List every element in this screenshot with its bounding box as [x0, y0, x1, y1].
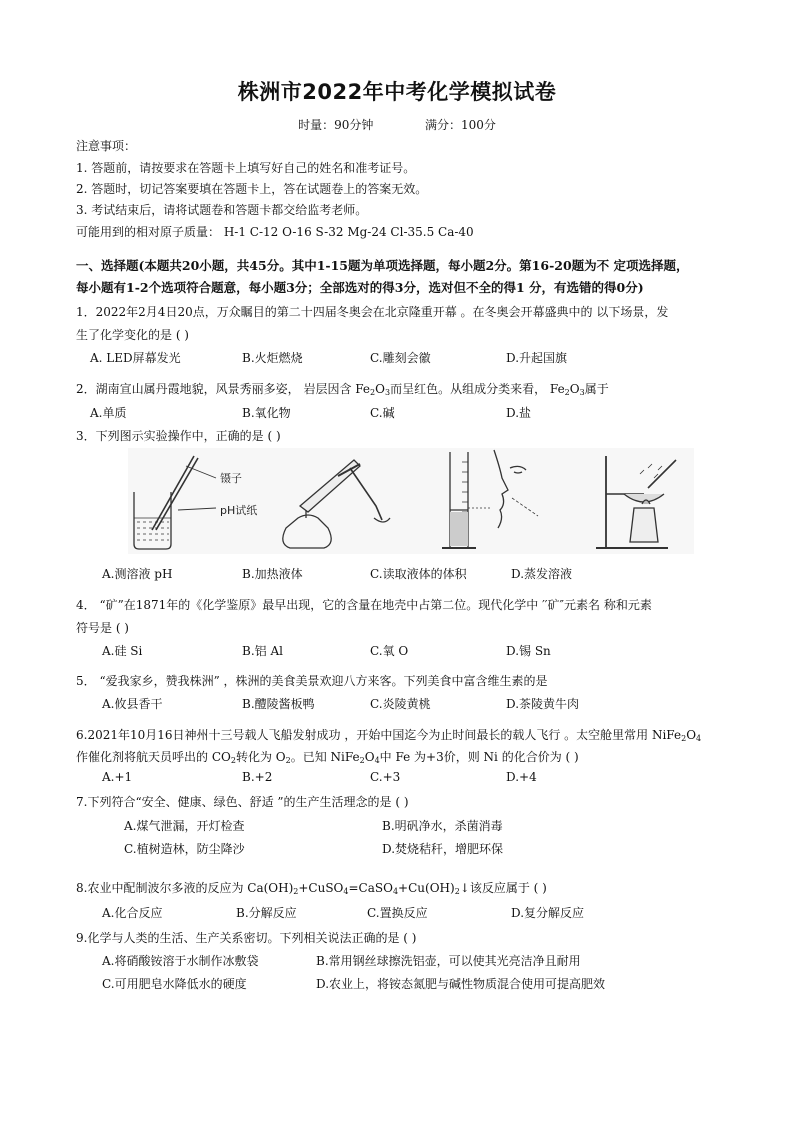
option-b: B.醴陵酱板鸭 [242, 697, 315, 711]
ph-paper-label: pH试纸 [220, 504, 258, 517]
option-c: C.炎陵黄桃 [370, 697, 431, 711]
question-3: 3．下列图示实验操作中，正确的是 ( ) [76, 429, 281, 443]
option-c: C.雕刻会徽 [370, 351, 431, 365]
option-d: D.盐 [506, 406, 532, 420]
exam-title: 株洲市2022年中考化学模拟试卷 [237, 80, 557, 104]
lab-figure-svg [128, 448, 694, 554]
tweezers-label: 镊子 [220, 472, 242, 485]
option-d: D.+4 [506, 770, 537, 784]
exam-info [0, 116, 794, 133]
heating-tube-illustration [283, 460, 390, 548]
option-a: A.将硝酸铵溶于水制作冰敷袋 [102, 954, 259, 968]
option-b: B.铝 Al [242, 644, 283, 658]
face-smelling-illustration [494, 450, 538, 528]
question-2: 2．湖南宣山属丹霞地貌，风景秀丽多姿， 岩层因含 $Fe_2O_3$而呈红色。从组成分类来看， $Fe_2O_3$属于 [76, 382, 609, 397]
question-9: 9.化学与人类的生活、生产关系密切。下列相关说法正确的是 ( ) [76, 931, 417, 945]
option-a: A.攸县香干 [102, 697, 163, 711]
option-c: C.读取液体的体积 [370, 567, 467, 581]
option-c: C.碱 [370, 406, 395, 420]
option-d: D.复分解反应 [511, 906, 585, 920]
question-7: 7.下列符合“安全、健康、绿色、舒适 ”的生产生活理念的是 ( ) [76, 795, 409, 809]
option-a: A.硅 Si [102, 644, 143, 658]
measuring-cylinder-illustration [442, 452, 490, 548]
option-c: C.氧 O [370, 644, 409, 658]
evaporation-setup-illustration [596, 456, 676, 548]
note-item: 2. 答题时，切记答案要填在答题卡上，答在试题卷上的答案无效。 [76, 182, 428, 196]
option-b: B.明矾净水，杀菌消毒 [382, 819, 503, 833]
option-d: D.农业上，将铵态氮肥与碱性物质混合使用可提高肥效 [316, 977, 606, 991]
notes-heading: 注意事项： [76, 139, 137, 153]
option-b: B.火炬燃烧 [242, 351, 303, 365]
option-d: D.蒸发溶液 [511, 567, 573, 581]
beaker-tweezers-illustration [134, 456, 216, 549]
lab-operations-figure [128, 448, 694, 554]
question-1: 1．2022年2月4日20点，万众瞩目的第二十四届冬奥会在北京隆重开幕 。在冬奥会开幕盛典中的 以下场景，发 [76, 305, 669, 319]
option-b: B.+2 [242, 770, 273, 784]
option-c: C.可用肥皂水降低水的硬度 [102, 977, 247, 991]
option-b: B.加热液体 [242, 567, 303, 581]
section-heading: 一、选择题(本题共20小题，共45分。其中1-15题为单项选择题，每小题2分。第16-20题为不 定项选择题， [76, 258, 689, 273]
option-a: A.化合反应 [102, 906, 163, 920]
option-a: A. LED屏幕发光 [90, 351, 181, 365]
question-4: 4． “矿”在1871年的《化学鉴原》最早出现，它的含量在地壳中占第二位。现代化学中 ′′矿″元素名 称和元素 [76, 598, 652, 612]
exam-score: 满分：100分 [425, 118, 496, 132]
option-d: D.锡 Sn [506, 644, 551, 658]
option-c: C.+3 [370, 770, 401, 784]
question-4-cont: 符号是 ( ) [76, 621, 129, 635]
option-b: B.常用钢丝球擦洗铝壶，可以使其光亮洁净且耐用 [316, 954, 581, 968]
option-d: D.焚烧秸秆，增肥环保 [382, 842, 504, 856]
question-8: 8.农业中配制波尔多液的反应为 $Ca(OH)_2+CuSO_4=CaSO_4+Cu(OH)_2↓$该反应属于 ( ) [76, 881, 547, 896]
option-c: C.植树造林，防尘降沙 [124, 842, 245, 856]
option-a: A.+1 [102, 770, 133, 784]
option-d: D.茶陵黄牛肉 [506, 697, 580, 711]
option-b: B.氧化物 [242, 406, 291, 420]
section-heading-cont: 每小题有1-2个选项符合题意，每小题3分；全部选对的得3分，选对但不全的得1 分，有选错的得0分) [76, 280, 644, 295]
question-1-cont: 生了化学变化的是 ( ) [76, 328, 189, 342]
question-6: 6.2021年10月16日神州十三号载人飞船发射成功 ，开始中国迄今为止时间最长的载人飞行 。太空舱里常用 $NiFe_2O_4$ [76, 728, 702, 743]
option-c: C.置换反应 [367, 906, 428, 920]
exam-time: 时量：90分钟 [298, 118, 374, 132]
question-6-cont: 作催化剂将航天员呼出的 $CO_2$转化为 $O_2$。已知 $NiFe_2O_4$中 Fe 为+3价，则 Ni 的化合价为 ( ) [76, 750, 579, 765]
option-a: A.单质 [90, 406, 127, 420]
note-item: 1. 答题前，请按要求在答题卡上填写好自己的姓名和准考证号。 [76, 161, 416, 175]
option-b: B.分解反应 [236, 906, 297, 920]
atomic-masses: 可能用到的相对原子质量： H-1 C-12 O-16 S-32 Mg-24 Cl-35.5 Ca-40 [76, 225, 474, 239]
option-a: A.测溶液 pH [102, 567, 173, 581]
note-item: 3. 考试结束后，请将试题卷和答题卡都交给监考老师。 [76, 203, 368, 217]
option-a: A.煤气泄漏，开灯检查 [124, 819, 245, 833]
question-5: 5． “爱我家乡，赞我株洲” ，株洲的美食美景欢迎八方来客。下列美食中富含维生素的是 [76, 674, 548, 688]
option-d: D.升起国旗 [506, 351, 568, 365]
